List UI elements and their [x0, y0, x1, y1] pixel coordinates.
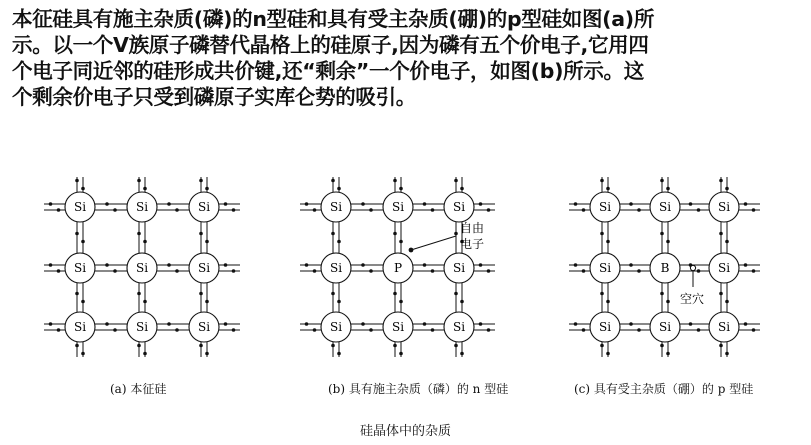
- valence-electron: [454, 292, 458, 296]
- valence-electron: [143, 240, 147, 244]
- valence-electron: [199, 344, 203, 348]
- atom-label: Si: [452, 261, 466, 275]
- valence-electron: [337, 240, 341, 244]
- valence-electron: [313, 208, 317, 212]
- valence-electron: [199, 232, 203, 236]
- atom-label: Si: [329, 200, 343, 214]
- atom-label: Si: [197, 320, 211, 334]
- atom-label: Si: [717, 261, 731, 275]
- valence-electron: [666, 352, 670, 356]
- valence-electron: [637, 269, 641, 273]
- valence-electron: [399, 187, 403, 191]
- valence-electron: [57, 269, 61, 273]
- atom-label: Si: [197, 200, 211, 214]
- valence-electron: [313, 328, 317, 332]
- valence-electron: [224, 322, 228, 326]
- valence-electron: [393, 292, 397, 296]
- valence-electron: [606, 240, 610, 244]
- valence-electron: [600, 344, 604, 348]
- valence-electron: [81, 240, 85, 244]
- valence-electron: [175, 269, 179, 273]
- valence-electron: [574, 322, 578, 326]
- valence-electron: [454, 179, 458, 183]
- valence-electron: [454, 232, 458, 236]
- valence-electron: [137, 292, 141, 296]
- valence-electron: [666, 187, 670, 191]
- valence-electron: [105, 263, 109, 267]
- atom-label: Si: [135, 200, 149, 214]
- valence-electron: [49, 322, 53, 326]
- atom-label: Si: [135, 261, 149, 275]
- valence-electron: [205, 300, 209, 304]
- valence-electron: [75, 344, 79, 348]
- valence-electron: [574, 202, 578, 206]
- valence-electron: [313, 269, 317, 273]
- valence-electron: [75, 179, 79, 183]
- valence-electron: [57, 208, 61, 212]
- valence-electron: [369, 269, 373, 273]
- valence-electron: [337, 187, 341, 191]
- atom-label: B: [660, 261, 670, 275]
- valence-electron: [744, 202, 748, 206]
- atom-label: Si: [73, 320, 87, 334]
- atom-group: [321, 192, 474, 342]
- valence-electron: [666, 240, 670, 244]
- valence-electron: [105, 202, 109, 206]
- valence-electron: [81, 352, 85, 356]
- valence-electron: [143, 300, 147, 304]
- atom-label: Si: [73, 200, 87, 214]
- valence-electron: [744, 263, 748, 267]
- valence-electron: [629, 202, 633, 206]
- valence-electron: [143, 187, 147, 191]
- valence-electron: [331, 232, 335, 236]
- valence-electron: [331, 344, 335, 348]
- atom-label: Si: [135, 320, 149, 334]
- valence-electron: [600, 232, 604, 236]
- valence-electron: [369, 208, 373, 212]
- valence-electron: [331, 179, 335, 183]
- atom-label: Si: [391, 320, 405, 334]
- valence-electron: [431, 208, 435, 212]
- valence-electron: [113, 269, 117, 273]
- valence-electron: [752, 269, 756, 273]
- valence-electron: [719, 292, 723, 296]
- atom-label: Si: [598, 320, 612, 334]
- valence-electron: [399, 352, 403, 356]
- valence-electron: [337, 300, 341, 304]
- free-electron-label: 自由: [460, 221, 485, 235]
- valence-electron: [113, 208, 117, 212]
- valence-electron: [305, 202, 309, 206]
- valence-electron: [606, 300, 610, 304]
- valence-electron: [479, 322, 483, 326]
- valence-electron: [454, 344, 458, 348]
- valence-electron: [719, 344, 723, 348]
- valence-electron: [487, 269, 491, 273]
- valence-electron: [719, 232, 723, 236]
- valence-electron: [75, 292, 79, 296]
- valence-electron: [143, 352, 147, 356]
- valence-electron: [660, 344, 664, 348]
- valence-electron: [113, 328, 117, 332]
- valence-electron: [629, 263, 633, 267]
- valence-electron: [460, 300, 464, 304]
- hole-label: 空穴: [680, 292, 705, 306]
- valence-electron: [725, 187, 729, 191]
- valence-electron: [689, 202, 693, 206]
- valence-electron: [137, 232, 141, 236]
- valence-electron: [725, 240, 729, 244]
- valence-electron: [725, 300, 729, 304]
- valence-electron: [744, 322, 748, 326]
- valence-electron: [337, 352, 341, 356]
- valence-electron: [369, 328, 373, 332]
- atom-group: [65, 192, 219, 342]
- hole-marker: [690, 265, 695, 270]
- valence-electron: [167, 322, 171, 326]
- free-electron-pointer: [411, 236, 456, 250]
- valence-electron: [232, 269, 236, 273]
- valence-electron: [629, 322, 633, 326]
- free-electron-label: 电子: [460, 237, 485, 251]
- valence-electron: [331, 292, 335, 296]
- valence-electron: [637, 328, 641, 332]
- atom-group: [590, 192, 739, 342]
- valence-electron: [205, 240, 209, 244]
- valence-electron: [660, 179, 664, 183]
- valence-electron: [423, 322, 427, 326]
- intro-line: 示。以一个V族原子磷替代晶格上的硅原子,因为磷有五个价电子,它用四: [12, 33, 649, 57]
- valence-electron: [175, 208, 179, 212]
- intro-line: 本征硅具有施主杂质(磷)的n型硅和具有受主杂质(硼)的p型硅如图(a)所: [12, 7, 655, 31]
- atom-label: Si: [658, 200, 672, 214]
- valence-electron: [606, 352, 610, 356]
- valence-electron: [167, 202, 171, 206]
- atom-label: Si: [329, 320, 343, 334]
- valence-electron: [137, 344, 141, 348]
- valence-electron: [752, 328, 756, 332]
- panel-c-p-type-silicon: [569, 177, 760, 357]
- valence-electron: [637, 208, 641, 212]
- valence-electron: [81, 300, 85, 304]
- atom-label: P: [393, 261, 403, 275]
- atom-label: Si: [391, 200, 405, 214]
- valence-electron: [689, 322, 693, 326]
- valence-electron: [725, 352, 729, 356]
- valence-electron: [224, 202, 228, 206]
- valence-electron: [460, 352, 464, 356]
- valence-electron: [399, 300, 403, 304]
- valence-electron: [175, 328, 179, 332]
- panel-b-n-type-silicon: [300, 177, 495, 357]
- valence-electron: [393, 344, 397, 348]
- valence-electron: [697, 269, 701, 273]
- atom-label: Si: [717, 320, 731, 334]
- caption-panel-b: (b) 具有施主杂质（磷）的 n 型硅: [328, 382, 509, 396]
- caption-panel-a: (a) 本征硅: [110, 382, 167, 396]
- valence-electron: [423, 263, 427, 267]
- valence-electron: [431, 269, 435, 273]
- figure-footer-title: 硅晶体中的杂质: [359, 424, 451, 439]
- valence-electron: [105, 322, 109, 326]
- valence-electron: [199, 292, 203, 296]
- intro-line: 个剩余价电子只受到磷原子实库仑势的吸引。: [12, 85, 416, 109]
- valence-electron: [137, 179, 141, 183]
- valence-electron: [167, 263, 171, 267]
- valence-electron: [199, 179, 203, 183]
- valence-electron: [57, 328, 61, 332]
- valence-electron: [582, 328, 586, 332]
- valence-electron: [49, 202, 53, 206]
- valence-electron: [719, 179, 723, 183]
- valence-electron: [574, 263, 578, 267]
- valence-electron: [224, 263, 228, 267]
- atom-label: Si: [658, 320, 672, 334]
- valence-electron: [582, 269, 586, 273]
- atom-label: Si: [452, 200, 466, 214]
- valence-electron: [660, 292, 664, 296]
- valence-electron: [232, 208, 236, 212]
- atom-label: Si: [598, 261, 612, 275]
- valence-electron: [393, 232, 397, 236]
- valence-electron: [399, 240, 403, 244]
- atom-label: Si: [452, 320, 466, 334]
- free-electron-dot: [409, 248, 414, 253]
- valence-electron: [606, 187, 610, 191]
- valence-electron: [697, 328, 701, 332]
- valence-electron: [752, 208, 756, 212]
- valence-electron: [423, 202, 427, 206]
- atom-label: Si: [197, 261, 211, 275]
- valence-electron: [666, 300, 670, 304]
- valence-electron: [305, 263, 309, 267]
- valence-electron: [487, 208, 491, 212]
- atom-label: Si: [73, 261, 87, 275]
- valence-electron: [205, 187, 209, 191]
- valence-electron: [305, 322, 309, 326]
- valence-electron: [582, 208, 586, 212]
- valence-electron: [600, 179, 604, 183]
- valence-electron: [697, 208, 701, 212]
- valence-electron: [487, 328, 491, 332]
- caption-panel-c: (c) 具有受主杂质（硼）的 p 型硅: [574, 382, 754, 396]
- valence-electron: [393, 179, 397, 183]
- valence-electron: [361, 322, 365, 326]
- atom-label: Si: [598, 200, 612, 214]
- valence-electron: [660, 232, 664, 236]
- valence-electron: [75, 232, 79, 236]
- valence-electron: [232, 328, 236, 332]
- valence-electron: [205, 352, 209, 356]
- valence-electron: [361, 263, 365, 267]
- atom-label: Si: [717, 200, 731, 214]
- atom-label: Si: [329, 261, 343, 275]
- valence-electron: [431, 328, 435, 332]
- valence-electron: [479, 202, 483, 206]
- valence-electron: [600, 292, 604, 296]
- panel-a-intrinsic-silicon: [44, 177, 240, 357]
- valence-electron: [460, 187, 464, 191]
- valence-electron: [49, 263, 53, 267]
- valence-electron: [81, 187, 85, 191]
- valence-electron: [361, 202, 365, 206]
- valence-electron: [479, 263, 483, 267]
- intro-line: 个电子同近邻的硅形成共价键,还“剩余”一个价电子，如图(b)所示。这: [12, 59, 644, 83]
